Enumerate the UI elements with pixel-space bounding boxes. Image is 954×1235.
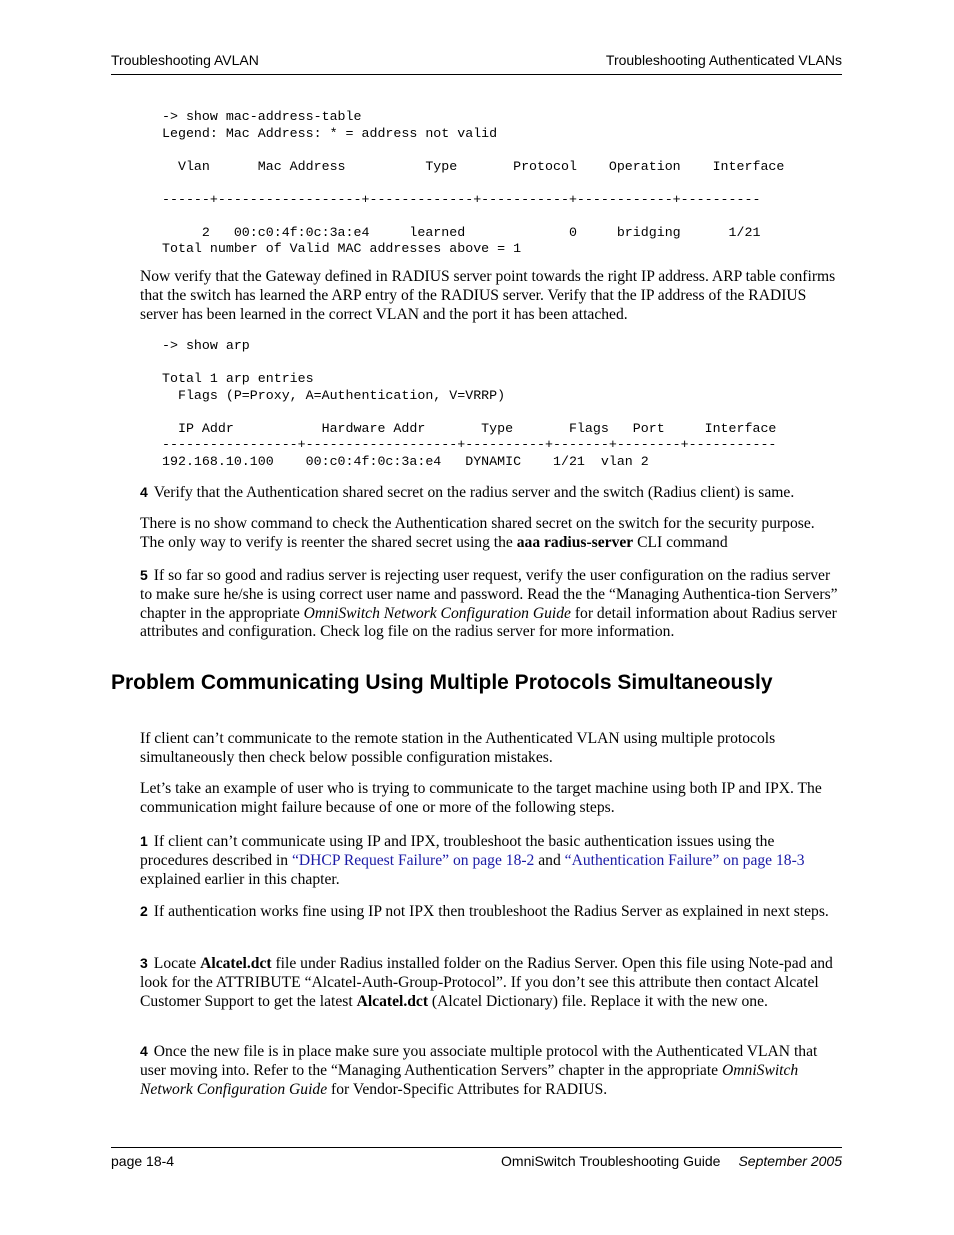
text: file under Radius installed folder on the Radius Server. Open this file using Note-pad and look for the ATTRIBUTE “Alcatel-Auth-Group-Protocol”. If you don’t see this attribute then contact Alcatel Customer Support to get the latest xyxy=(140,955,833,1010)
header-left: Troubleshooting AVLAN xyxy=(111,52,259,68)
step-4-shared-secret xyxy=(140,483,840,503)
step-number: 4 xyxy=(140,484,148,500)
text: explained earlier in this chapter. xyxy=(140,870,340,888)
guide-title: OmniSwitch Network Configuration Guide xyxy=(303,604,571,622)
page-number: page 18-4 xyxy=(111,1153,175,1169)
page-footer xyxy=(111,1147,842,1174)
file-name: Alcatel.dct xyxy=(200,955,272,972)
text: (Alcatel Dictionary) file. Replace it with the new one. xyxy=(428,992,768,1010)
text: Locate xyxy=(153,955,201,972)
header-right: Troubleshooting Authenticated VLANs xyxy=(605,52,842,68)
code-show-mac-address-table: -> show mac-address-table Legend: Mac Address: * = address not valid Vlan Mac Address Type Protocol Operation Interface ------+------------------+-------------+-----------+------------+---------- 2 00:c0:4f:0c:3a:e4 learned 0 bridging 1/21 Total number of Valid MAC addresses above = 1 xyxy=(162,109,785,256)
paragraph-example: Let’s take an example of user who is trying to communicate to the target machine using both IP and IPX. The communication might failure because of one or more of the following steps. xyxy=(140,780,822,816)
step-5-user-config xyxy=(140,566,840,642)
footer-right xyxy=(501,1153,842,1169)
link-dhcp-request-failure[interactable]: “DHCP Request Failure” on page 18-2 xyxy=(291,851,535,869)
step-3-alcatel-dct xyxy=(140,954,840,1011)
paragraph-arp-verify: Now verify that the Gateway defined in RADIUS server point towards the right IP address. ARP table confirms that the switch has learned the ARP entry of the RADIUS server. Verify that the IP address of the RADIUS server has been learned in the correct VLAN and the port it has been attached. xyxy=(140,268,836,323)
step-number: 2 xyxy=(140,903,148,919)
step-4-associate-protocol xyxy=(140,1042,840,1099)
step-number: 4 xyxy=(140,1043,148,1059)
guide-title: OmniSwitch Network Configuration Guide xyxy=(140,1061,799,1098)
text: If authentication works fine using IP not IPX then troubleshoot the Radius Server as explained in next steps. xyxy=(153,903,829,920)
code-show-arp: -> show arp Total 1 arp entries Flags (P=Proxy, A=Authentication, V=VRRP) IP Addr Hardware Addr Type Flags Port Interface -----------------+-------------------+----------+-------+--------+----------- 192.168.10.100 00:c0:4f:0c:3a:e4 DYNAMIC 1/21 vlan 2 xyxy=(162,338,777,469)
text: for Vendor-Specific Attributes for RADIUS. xyxy=(327,1080,608,1098)
file-name: Alcatel.dct xyxy=(356,992,429,1010)
text: and xyxy=(534,851,565,869)
page-header xyxy=(111,50,842,75)
text: for detail information about Radius server attributes and configuration. Check log file on the radius server for more information. xyxy=(140,604,837,641)
step-number: 5 xyxy=(140,567,148,583)
text: Once the new file is in place make sure you associate multiple protocol with the Authenticated VLAN that user moving into. Refer to the “Managing Authentication Servers” chapter in the appropriate xyxy=(140,1043,818,1079)
paragraph-shared-secret xyxy=(140,515,840,553)
text: If so far so good and radius server is rejecting user request, verify the user configuration on the radius server to make sure he/she is using correct user name and password. Read the the “Managing Authentica-tion Servers” chapter in the appropriate xyxy=(140,567,838,622)
command-name: aaa radius-server xyxy=(516,533,634,551)
text: If client can’t communicate using IP and IPX, troubleshoot the basic authentication issues using the procedures described in xyxy=(140,833,775,869)
step-2-radius xyxy=(140,902,840,922)
text: CLI command xyxy=(633,533,728,551)
section-heading: Problem Communicating Using Multiple Protocols Simultaneously xyxy=(111,671,773,694)
step-text: Verify that the Authentication shared secret on the radius server and the switch (Radius client) is same. xyxy=(153,484,795,501)
step-1-basic-auth xyxy=(140,832,840,889)
guide-name: OmniSwitch Troubleshooting Guide xyxy=(501,1153,721,1169)
paragraph-intro: If client can’t communicate to the remote station in the Authenticated VLAN using multiple protocols simultaneously then check below possible configuration mistakes. xyxy=(140,730,776,766)
text: There is no show command to check the Authentication shared secret on the switch for the security purpose. The only way to verify is reenter the shared secret using the xyxy=(140,515,815,551)
step-number: 3 xyxy=(140,955,148,971)
step-number: 1 xyxy=(140,833,148,849)
publication-date: September 2005 xyxy=(738,1153,842,1169)
link-authentication-failure[interactable]: “Authentication Failure” on page 18-3 xyxy=(564,851,805,869)
